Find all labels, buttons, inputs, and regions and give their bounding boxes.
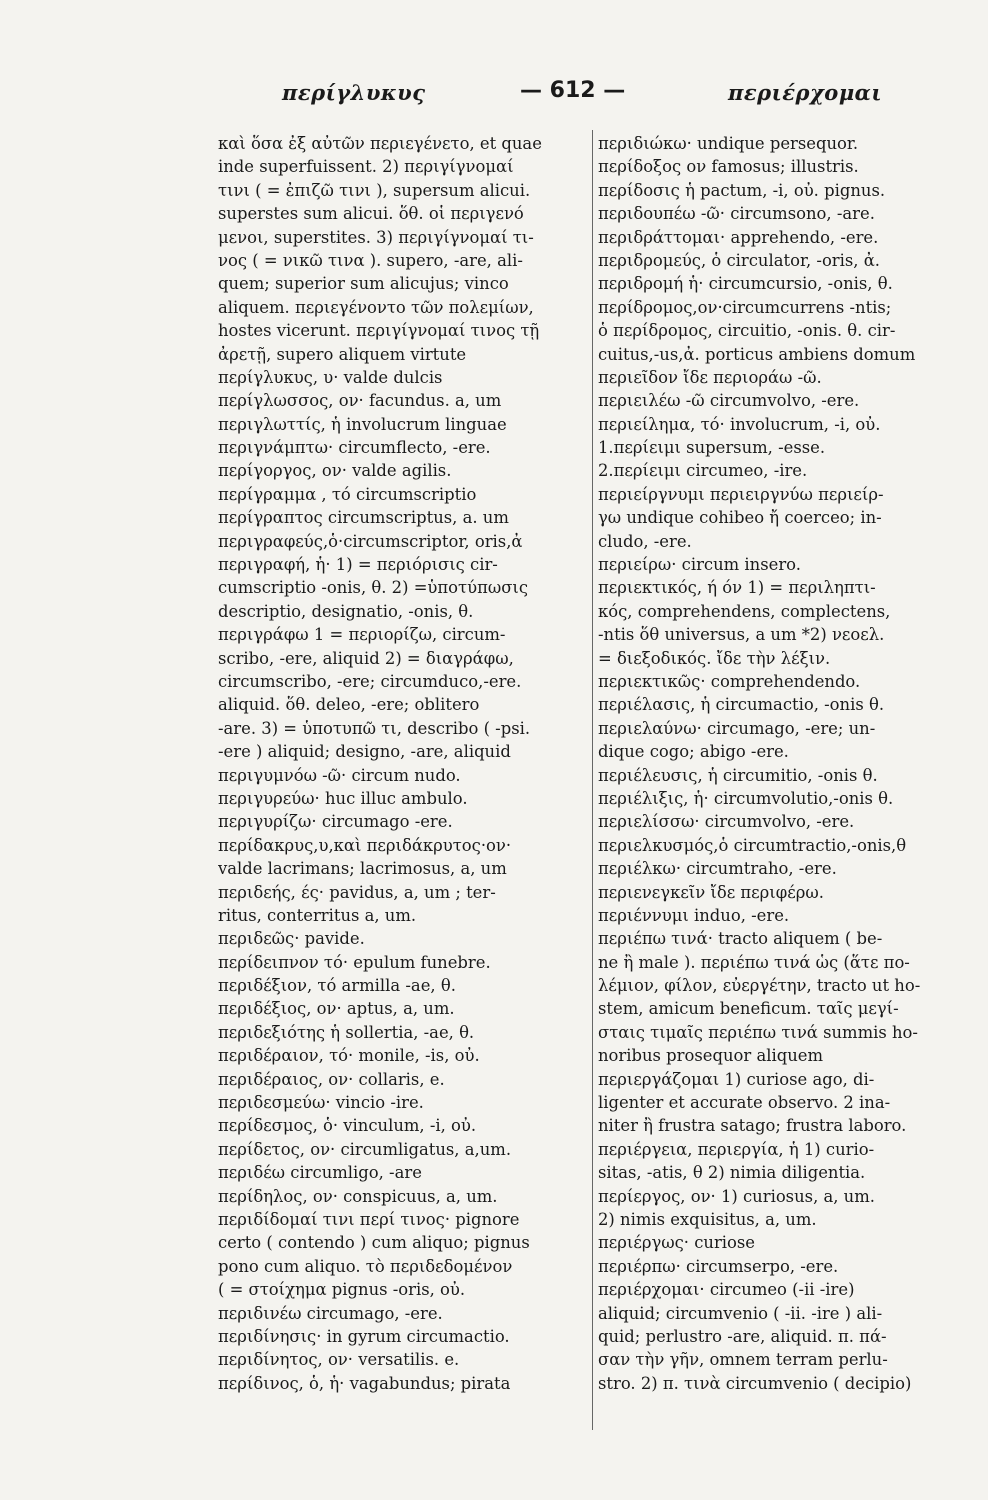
right-column [598, 132, 973, 1395]
entry-line: περιεῖδον ἴδε περιοράω -ῶ. [598, 367, 822, 387]
entry-line: περίδετος, ον· circumligatus, a,um. [218, 1139, 512, 1159]
entry-line: cuitus,-us,ἀ. porticus ambiens domum [598, 344, 916, 364]
entry-line: περίδειπνον τό· epulum funebre. [218, 952, 491, 972]
entry-line: περιενεγκεῖν ἴδε περιφέρω. [598, 882, 824, 902]
entry-line: περίδακρυς,υ,καὶ περιδάκρυτος·ον· [218, 835, 512, 855]
entry-line: superstes sum alicui. ὅθ. οἱ περιγενό [218, 204, 524, 224]
right-running-headword: περιέρχομαι [728, 80, 883, 105]
entry-line: περιείλημα, τό· involucrum, -i, οὐ. [598, 414, 881, 434]
entry-line: -ntis ὅθ universus, a um *2) νεοελ. [598, 625, 885, 645]
entry-line: νος ( = νικῶ τινα ). supero, -are, ali- [218, 250, 523, 270]
entry-line: 1.περίειμι supersum, -esse. [598, 438, 826, 458]
entry-line: ligenter et accurate observo. 2 ina- [598, 1093, 891, 1113]
entry-line: περιέργως· curiose [598, 1233, 756, 1253]
entry-line: ἀρετῇ, supero aliquem virtute [218, 344, 467, 364]
entry-line: dique cogo; abigo -ere. [598, 742, 789, 762]
entry-line: περιδέραιον, τό· monile, -is, οὐ. [218, 1046, 480, 1066]
left-running-headword: περίγλυκυς [282, 80, 426, 105]
entry-line: περιδέραιος, ον· collaris, e. [218, 1069, 445, 1089]
entry-line: stem, amicum beneficum. ταῖς μεγί- [598, 999, 899, 1019]
entry-line: περιδεής, ές· pavidus, a, um ; ter- [218, 882, 496, 902]
entry-line: hostes vicerunt. περιγίγνομαί τινος τῇ [218, 321, 540, 341]
entry-line: περίγοργος, ον· valde agilis. [218, 461, 452, 481]
entry-line: περιέλασις, ἡ circumactio, -onis θ. [598, 695, 885, 715]
entry-line: stro. 2) π. τινὰ circumvenio ( decipio) [598, 1373, 912, 1393]
entry-line: scribo, -ere, aliquid 2) = διαγράφω, [218, 648, 514, 668]
entry-line: περιείρω· circum insero. [598, 555, 801, 575]
page-header [0, 74, 988, 108]
entry-line: ritus, conterritus a, um. [218, 905, 417, 925]
entry-line: περιγνάμπτω· circumflecto, -ere. [218, 438, 491, 458]
entry-line: περίγλυκυς, υ· valde dulcis [218, 367, 443, 387]
entry-line: περίδρομος,ον·circumcurrens -ntis; [598, 297, 892, 317]
entry-line: inde superfuissent. 2) περιγίγνομαί [218, 157, 514, 177]
entry-line: περιέλιξις, ἡ· circumvolutio,-onis θ. [598, 788, 894, 808]
entry-line: cumscriptio -onis, θ. 2) =ὑποτύπωσις [218, 578, 529, 598]
entry-line: περιγυρεύω· huc illuc ambulo. [218, 788, 468, 808]
entry-line: περιδίνησις· in gyrum circumactio. [218, 1326, 510, 1346]
entry-line: sitas, -atis, θ 2) nimia diligentia. [598, 1163, 866, 1183]
entry-line: περιδεξιότης ἡ sollertia, -ae, θ. [218, 1022, 475, 1042]
entry-line: 2) nimis exquisitus, a, um. [598, 1209, 817, 1229]
entry-line: περιέργεια, περιεργία, ἡ 1) curio- [598, 1139, 875, 1159]
entry-line: περιδρομεύς, ὁ circulator, -oris, ἀ. [598, 250, 880, 270]
entry-line: σταις τιμαῖς περιέπω τινά summis ho- [598, 1022, 918, 1042]
entry-line: σαν τὴν γῆν, omnem terram perlu- [598, 1350, 888, 1370]
entry-line: περιγραφή, ἡ· 1) = περιόρισις cir- [218, 555, 498, 575]
entry-line: περιεκτικός, ή όν 1) = περιληπτι- [598, 578, 876, 598]
entry-line: ( = στοίχημα pignus -oris, οὐ. [218, 1280, 466, 1300]
entry-line: quid; perlustro -are, aliquid. π. πά- [598, 1326, 887, 1346]
entry-line: περιέρπω· circumserpo, -ere. [598, 1256, 839, 1276]
entry-line: aliquem. περιεγένοντο τῶν πολεμίων, [218, 297, 534, 317]
entry-line: γω undique cohibeo ἤ coerceo; in- [598, 508, 882, 528]
entry-line: noribus prosequor aliquem [598, 1046, 823, 1066]
entry-line: περίγλωσσος, ον· facundus. a, um [218, 391, 502, 411]
entry-line: περιδεῶς· pavide. [218, 929, 365, 949]
entry-line: μενοι, superstites. 3) περιγίγνομαί τι- [218, 227, 534, 247]
entry-line: καὶ ὅσα ἐξ αὐτῶν περιεγένετο, et quae [218, 134, 542, 153]
entry-line: = διεξοδικός. ἴδε τὴν λέξιν. [598, 648, 831, 668]
entry-line: περιδράττομαι· apprehendo, -ere. [598, 227, 879, 247]
entry-line: περιέλκω· circumtraho, -ere. [598, 859, 837, 879]
entry-line: περιδουπέω -ῶ· circumsono, -are. [598, 204, 875, 224]
entry-line: περίδεσμος, ὁ· vinculum, -i, οὐ. [218, 1116, 477, 1136]
entry-line: περιδίνητος, ον· versatilis. e. [218, 1350, 460, 1370]
entry-line: περιγυμνόω -ῶ· circum nudo. [218, 765, 461, 785]
entry-line: -are. 3) = ὑποτυπῶ τι, describo ( -psi. [218, 718, 531, 738]
entry-line: περιεργάζομαι 1) curiose ago, di- [598, 1069, 875, 1089]
entry-line: περιδιώκω· undique persequor. [598, 134, 859, 153]
entry-line: pono cum aliquo. τὸ περιδεδομένον [218, 1256, 513, 1276]
entry-line: περιγράφω 1 = περιορίζω, circum- [218, 625, 506, 645]
entry-line: περιδρομή ἡ· circumcursio, -onis, θ. [598, 274, 893, 294]
left-column [218, 132, 592, 1395]
entry-line: περίδοσις ἡ pactum, -i, οὐ. pignus. [598, 180, 886, 200]
entry-line: περιγλωττίς, ἡ involucrum linguae [218, 414, 507, 434]
entry-line: περίδηλος, ον· conspicuus, a, um. [218, 1186, 498, 1206]
entry-line: circumscribo, -ere; circumduco,-ere. [218, 671, 522, 691]
entry-line: περιδέω circumligo, -are [218, 1163, 422, 1183]
entry-line: τινι ( = ἐπιζῶ τινι ), supersum alicui. [218, 180, 531, 200]
entry-line: περιέρχομαι· circumeo (-ii -ire) [598, 1280, 855, 1300]
column-divider [592, 130, 593, 1430]
entry-line: περιδεσμεύω· vincio -ire. [218, 1093, 424, 1113]
entry-line: ne ἢ male ). περιέπω τινά ὡς (ἅτε πο- [598, 952, 910, 972]
entry-line: περιγυρίζω· circumago -ere. [218, 812, 453, 832]
entry-line: ὁ περίδρομος, circuitio, -onis. θ. cir- [598, 321, 896, 341]
page-number: — 612 — [520, 78, 626, 103]
entry-line: περιειλέω -ῶ circumvolvo, -ere. [598, 391, 860, 411]
entry-line: -ere ) aliquid; designo, -are, aliquid [218, 742, 511, 762]
entry-line: περιελκυσμός,ὁ circumtractio,-onis,θ [598, 835, 907, 855]
entry-line: περίγραπτος circumscriptus, a. um [218, 508, 509, 528]
entry-line: aliquid. ὅθ. deleo, -ere; oblitero [218, 695, 480, 715]
entry-line: περιέλευσις, ἡ circumitio, -onis θ. [598, 765, 878, 785]
entry-line: περιέπω τινά· tracto aliquem ( be- [598, 929, 883, 949]
entry-line: certo ( contendo ) cum aliquo; pignus [218, 1233, 530, 1253]
entry-line: aliquid; circumvenio ( -ii. -ire ) ali- [598, 1303, 883, 1323]
entry-line: περιελίσσω· circumvolvo, -ere. [598, 812, 855, 832]
entry-line: περιδίδομαί τινι περί τινος· pignore [218, 1209, 520, 1229]
entry-line: descriptio, designatio, -onis, θ. [218, 601, 474, 621]
entry-line: περιδέξιον, τό armilla -ae, θ. [218, 976, 456, 996]
entry-line: περιείργνυμι περιειργνύω περιείρ- [598, 484, 884, 504]
entry-line: 2.περίειμι circumeo, -ire. [598, 461, 808, 481]
entry-line: περίεργος, ον· 1) curiosus, a, um. [598, 1186, 875, 1206]
entry-line: κός, comprehendens, complectens, [598, 601, 891, 621]
entry-line: περιεκτικῶς· comprehendendo. [598, 671, 861, 691]
entry-line: περίδοξος ον famosus; illustris. [598, 157, 859, 177]
entry-line: περίδινος, ὁ, ἡ· vagabundus; pirata [218, 1373, 511, 1393]
entry-line: niter ἢ frustra satago; frustra laboro. [598, 1116, 907, 1136]
entry-line: περιδινέω circumago, -ere. [218, 1303, 443, 1323]
entry-line: cludo, -ere. [598, 531, 692, 551]
entry-line: περιέννυμι induo, -ere. [598, 905, 790, 925]
entry-line: λέμιον, φίλον, εὐεργέτην, tracto ut ho- [598, 976, 921, 996]
entry-line: περιδέξιος, ον· aptus, a, um. [218, 999, 455, 1019]
entry-line: quem; superior sum alicujus; vinco [218, 274, 509, 294]
entry-line: περίγραμμα , τό circumscriptio [218, 484, 477, 504]
entry-line: περιγραφεύς,ὁ·circumscriptor, oris,ἀ [218, 531, 523, 551]
entry-line: valde lacrimans; lacrimosus, a, um [218, 859, 507, 879]
entry-line: περιελαύνω· circumago, -ere; un- [598, 718, 876, 738]
